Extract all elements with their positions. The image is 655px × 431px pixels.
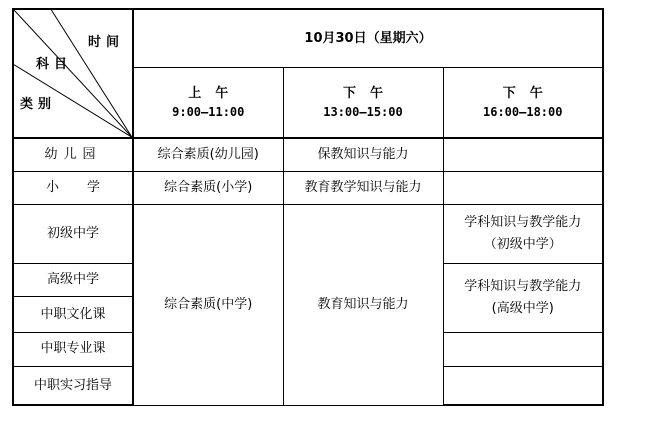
slot-header-1	[133, 68, 283, 139]
cell-middle-slot2: 教育知识与能力	[283, 205, 443, 405]
corner-label-subject: 科目	[36, 57, 73, 72]
row-category-vocational-practice: 中职实习指导	[13, 367, 133, 405]
corner-label-category: 类别	[20, 97, 57, 112]
row-category-primary: 小学	[13, 172, 133, 205]
table-row	[13, 138, 603, 171]
slot-header-2	[283, 68, 443, 139]
slot-3-label: 下午	[502, 85, 557, 101]
date-header: 10月30日（星期六）	[133, 9, 603, 68]
cell-vocational-practice-slot3	[443, 367, 603, 405]
cell-junior-slot3-line2: （初级中学）	[483, 237, 562, 253]
slot-3-time: 16:00–18:00	[483, 104, 563, 119]
cell-senior-slot3-line1: 学科知识与教学能力	[464, 278, 582, 294]
slot-1-label: 上午	[188, 85, 243, 101]
cell-vocational-professional-slot3	[443, 332, 603, 366]
cell-kindergarten-slot1: 综合素质(幼儿园)	[133, 138, 283, 171]
row-category-vocational-culture: 中职文化课	[13, 297, 133, 332]
row-category-kindergarten: 幼儿园	[13, 138, 133, 171]
cell-primary-slot2: 教育教学知识与能力	[283, 172, 443, 205]
cell-middle-slot1: 综合素质(中学)	[133, 205, 283, 405]
slot-2-label: 下午	[342, 85, 397, 101]
slot-1-time: 9:00–11:00	[172, 104, 245, 119]
header-corner-cell	[13, 9, 133, 138]
cell-junior-slot3-line1: 学科知识与教学能力	[464, 215, 582, 231]
corner-diagonal-lines	[14, 10, 132, 137]
cell-kindergarten-slot3	[443, 138, 603, 171]
cell-kindergarten-slot2: 保教知识与能力	[283, 138, 443, 171]
row-category-vocational-professional: 中职专业课	[13, 332, 133, 366]
corner-label-time: 时间	[88, 35, 125, 50]
cell-senior-slot3	[443, 264, 603, 333]
cell-primary-slot1: 综合素质(小学)	[133, 172, 283, 205]
cell-primary-slot3	[443, 172, 603, 205]
row-category-junior: 初级中学	[13, 205, 133, 264]
cell-junior-slot3	[443, 205, 603, 264]
cell-senior-slot3-line2: (高级中学)	[491, 300, 554, 316]
table-row	[13, 205, 603, 264]
table-row	[13, 172, 603, 205]
slot-2-time: 13:00–15:00	[323, 104, 403, 119]
row-category-senior: 高级中学	[13, 264, 133, 297]
slot-header-3	[443, 68, 603, 139]
exam-schedule-table	[12, 8, 604, 406]
